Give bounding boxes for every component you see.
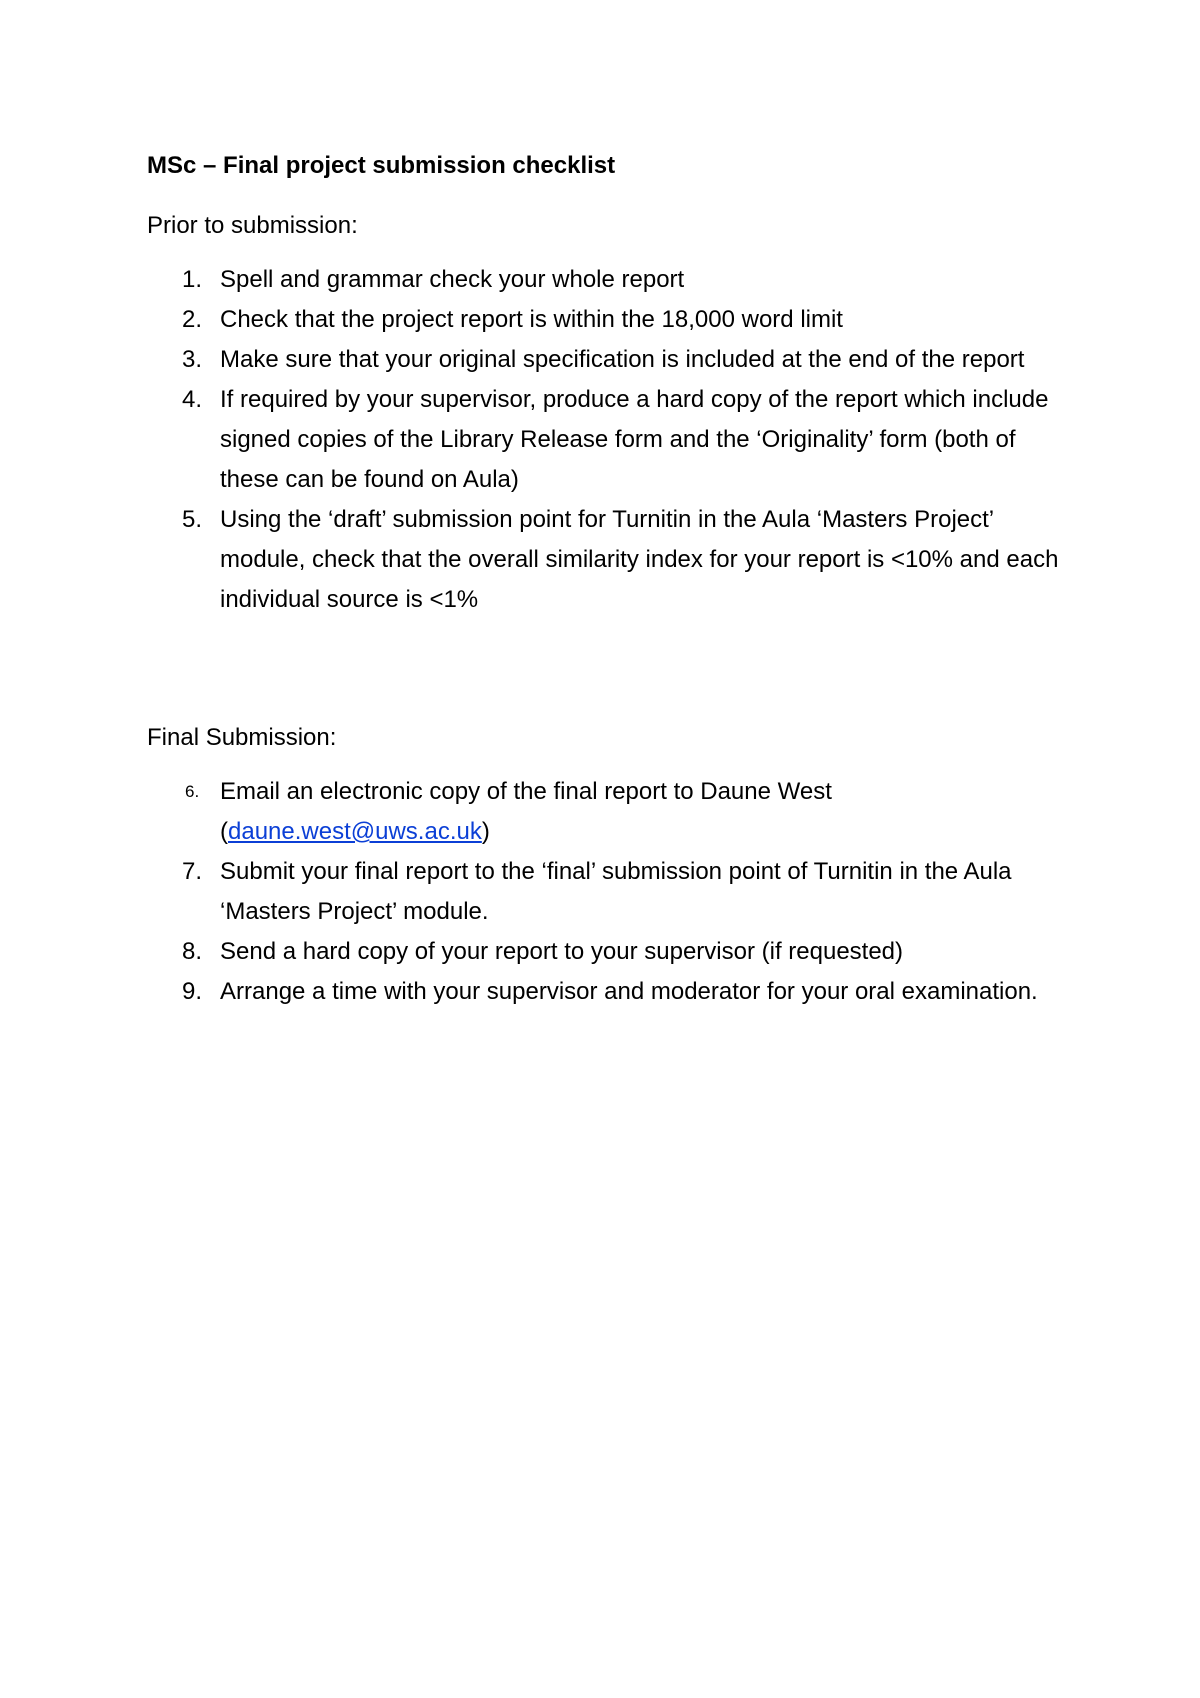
prior-submission-list (147, 260, 1067, 620)
document-title: MSc – Final project submission checklist (147, 152, 616, 179)
list-item-text: Submit your final report to the ‘final’ submission point of Turnitin in the Aula ‘Masters Project’ module. (220, 858, 1012, 925)
list-item-number: 1. (182, 266, 203, 293)
list-item-text: Using the ‘draft’ submission point for Turnitin in the Aula ‘Masters Project’ module, check that the overall similarity index for your report is <10% and each individual source is <1% (220, 506, 1059, 613)
list-item (147, 340, 1067, 380)
list-item (147, 932, 1067, 972)
list-item-number: 4. (182, 386, 203, 413)
list-item-number: 2. (182, 306, 203, 333)
list-item-text: Check that the project report is within the 18,000 word limit (220, 306, 843, 333)
list-item (147, 380, 1067, 500)
list-item (147, 500, 1067, 620)
list-item-number: 5. (182, 506, 203, 533)
list-item (147, 972, 1067, 1012)
list-item (147, 852, 1067, 932)
list-item (147, 260, 1067, 300)
final-submission-list (147, 772, 1067, 1012)
prior-submission-heading: Prior to submission: (147, 212, 358, 239)
list-item-text: Spell and grammar check your whole report (220, 266, 685, 293)
list-item (147, 300, 1067, 340)
list-item (147, 772, 1067, 852)
list-item-text: If required by your supervisor, produce a hard copy of the report which include signed copies of the Library Release form and the ‘Originality’ form (both of these can be found on Aula) (220, 386, 1049, 493)
list-item-number: 7. (182, 858, 203, 885)
document-body (147, 146, 1067, 1012)
list-item-text-suffix: ) (481, 818, 490, 845)
list-item-number: 3. (182, 346, 203, 373)
final-submission-heading: Final Submission: (147, 724, 337, 751)
list-item-text (220, 778, 832, 845)
list-item-text: Make sure that your original specification is included at the end of the report (220, 346, 1025, 373)
email-link[interactable]: daune.west@uws.ac.uk (228, 818, 482, 845)
list-item-text-prefix: Email an electronic copy of the final report to Daune West ( (220, 778, 832, 845)
list-item-text: Send a hard copy of your report to your supervisor (if requested) (220, 938, 904, 965)
list-item-text: Arrange a time with your supervisor and moderator for your oral examination. (220, 978, 1038, 1005)
list-item-number: 6. (185, 782, 200, 801)
list-item-number: 9. (182, 978, 203, 1005)
list-item-number: 8. (182, 938, 203, 965)
